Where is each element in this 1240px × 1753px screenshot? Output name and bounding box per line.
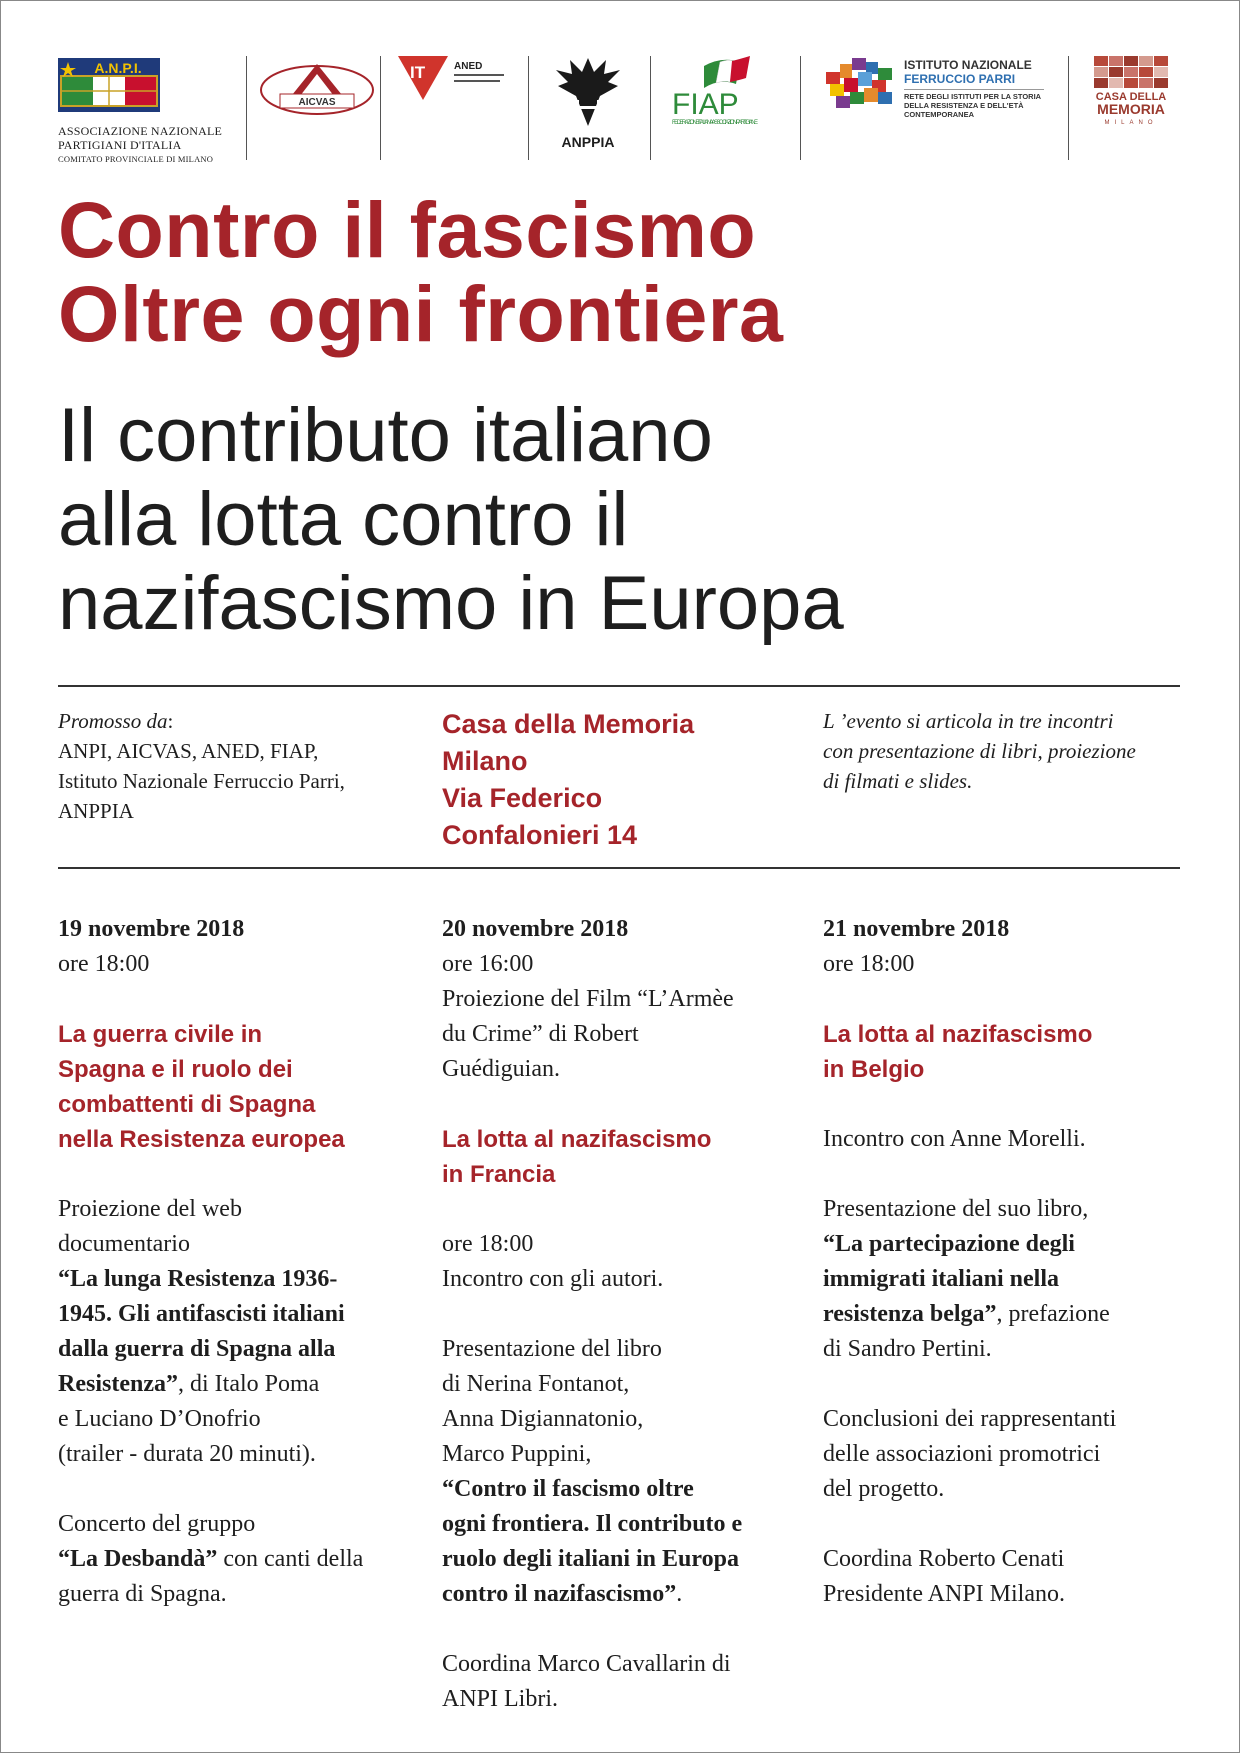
- day1-column: [58, 912, 423, 1612]
- fiap-subtitle: FEDERAZIONE ITALIANA ASSOCIAZIONI PARTIGIANE: [672, 120, 758, 126]
- day1-concert-line1: Concerto del gruppo: [58, 1511, 256, 1537]
- day3-book-line2: di Sandro Pertini.: [823, 1336, 992, 1362]
- day1-date: 19 novembre 2018: [58, 916, 245, 942]
- subtitle-line1: Il contributo italiano: [58, 393, 713, 478]
- venue-block: [442, 706, 782, 854]
- anpi-caption: [58, 124, 222, 166]
- event-description: [823, 706, 1183, 796]
- day1-authors-line: e Luciano D’Onofrio: [58, 1406, 261, 1432]
- logo-divider: [1068, 56, 1069, 160]
- anpi-caption-line2: PARTIGIANI D'ITALIA: [58, 138, 182, 152]
- subtitle-line3: nazifascismo in Europa: [58, 561, 844, 646]
- day3-conclusions-line2: delle associazioni promotrici: [823, 1441, 1101, 1467]
- logo-divider: [246, 56, 247, 160]
- day1-concert-line2: “La Desbandà” con canti della: [58, 1546, 364, 1572]
- day1-documentary-title-line1: “La lunga Resistenza 1936-: [58, 1266, 338, 1292]
- day3-conclusions-line3: del progetto.: [823, 1476, 945, 1502]
- bottom-divider: [58, 867, 1180, 869]
- day2-date: 20 novembre 2018: [442, 916, 629, 942]
- logo-divider: [650, 56, 651, 160]
- day3-title-line1: La lotta al nazifascismo: [823, 1021, 1093, 1048]
- casa-memoria-mosaic-icon: [1094, 56, 1180, 130]
- main-title-line1: Contro il fascismo: [58, 185, 757, 274]
- promoters-block: [58, 706, 418, 826]
- day3-coordinator-line1: Coordina Roberto Cenati: [823, 1546, 1065, 1572]
- day2-book-line2: di Nerina Fontanot,: [442, 1371, 630, 1397]
- day2-film-line2: du Crime” di Robert: [442, 1021, 639, 1047]
- day3-book-title-line1: “La partecipazione degli: [823, 1231, 1075, 1257]
- day3-coordinator-line2: Presidente ANPI Milano.: [823, 1581, 1065, 1607]
- main-title: [58, 185, 784, 358]
- day3-title-line2: in Belgio: [823, 1056, 925, 1083]
- day2-coordinator-line1: Coordina Marco Cavallarin di: [442, 1651, 731, 1677]
- logo-divider: [380, 56, 381, 160]
- day3-column: [823, 912, 1188, 1612]
- day3-meeting: Incontro con Anne Morelli.: [823, 1126, 1086, 1152]
- anpi-caption-line3: COMITATO PROVINCIALE DI MILANO: [58, 154, 214, 164]
- aned-triangle-icon: [398, 56, 508, 106]
- subtitle-line2: alla lotta contro il: [58, 477, 629, 562]
- venue-line2: Milano: [442, 746, 528, 776]
- day2-book-title-line2: ogni frontiera. Il contributo e: [442, 1511, 743, 1537]
- anppia-label: ANPPIA: [561, 134, 615, 150]
- day3-time: ore 18:00: [823, 951, 915, 977]
- venue-line1: Casa della Memoria: [442, 709, 695, 739]
- parri-subtitle-line3: CONTEMPORANEA: [904, 110, 975, 119]
- day1-projection-line1: Proiezione del web: [58, 1196, 242, 1222]
- day1-title-line4: nella Resistenza europea: [58, 1126, 345, 1153]
- event-description-line2: con presentazione di libri, proiezione: [823, 739, 1136, 763]
- aned-label: ANED: [454, 61, 483, 72]
- logo-divider: [528, 56, 529, 160]
- event-description-line1: L ’evento si articola in tre incontri: [823, 709, 1114, 733]
- day1-documentary-title-line2: 1945. Gli antifascisti italiani: [58, 1301, 345, 1327]
- promoters-line3: ANPPIA: [58, 799, 134, 823]
- logo-divider: [800, 56, 801, 160]
- day2-film-line1: Proiezione del Film “L’Armèe: [442, 986, 734, 1012]
- day1-title-line2: Spagna e il ruolo dei: [58, 1056, 293, 1083]
- day2-book-title-line3: ruolo degli italiani in Europa: [442, 1546, 739, 1572]
- day2-book-title-line4: contro il nazifascismo”.: [442, 1581, 683, 1607]
- day3-date: 21 novembre 2018: [823, 916, 1010, 942]
- main-title-line2: Oltre ogni frontiera: [58, 269, 784, 358]
- day2-film-line3: Guédiguian.: [442, 1056, 560, 1082]
- parri-title-line2: FERRUCCIO PARRI: [904, 72, 1016, 86]
- fiap-label: FIAP: [672, 88, 739, 121]
- day2-coordinator-line2: ANPI Libri.: [442, 1686, 558, 1712]
- parri-divider: [904, 89, 1044, 90]
- promoters-line1: ANPI, AICVAS, ANED, FIAP,: [58, 739, 319, 763]
- promoters-line2: Istituto Nazionale Ferruccio Parri,: [58, 769, 345, 793]
- parri-mosaic-icon: [826, 58, 898, 116]
- eagle-icon: [548, 56, 628, 128]
- parri-title-line1: ISTITUTO NAZIONALE: [904, 58, 1032, 72]
- casa-memoria-line1: CASA DELLA: [1095, 91, 1167, 103]
- subtitle: [58, 394, 844, 646]
- day2-meeting: Incontro con gli autori.: [442, 1266, 664, 1292]
- day1-documentary-title-line3: dalla guerra di Spagna alla: [58, 1336, 336, 1362]
- parri-subtitle: [904, 92, 1041, 119]
- aicvas-emblem-icon: [258, 56, 376, 116]
- day2-column: [442, 912, 807, 1717]
- promoters-label: Promosso da: [58, 709, 168, 733]
- day2-title-line1: La lotta al nazifascismo: [442, 1126, 712, 1153]
- day3-book-line1: Presentazione del suo libro,: [823, 1196, 1089, 1222]
- day1-title-line1: La guerra civile in: [58, 1021, 263, 1048]
- day1-projection-line2: documentario: [58, 1231, 190, 1257]
- day2-time: ore 16:00: [442, 951, 534, 977]
- day1-time: ore 18:00: [58, 951, 150, 977]
- day2-time2: ore 18:00: [442, 1231, 534, 1257]
- day1-concert-line3: guerra di Spagna.: [58, 1581, 227, 1607]
- parri-subtitle-line1: RETE DEGLI ISTITUTI PER LA STORIA: [904, 92, 1042, 101]
- aicvas-label: AICVAS: [298, 97, 336, 108]
- casa-memoria-line3: MILANO: [1104, 120, 1158, 126]
- top-divider: [58, 685, 1180, 687]
- venue-line4: Confalonieri 14: [442, 820, 638, 850]
- logo-bar: [58, 56, 1183, 166]
- anpi-flag-text: A.N.P.I.: [94, 60, 142, 76]
- event-description-line3: di filmati e slides.: [823, 769, 973, 793]
- day1-trailer-note: (trailer - durata 20 minuti).: [58, 1441, 316, 1467]
- casa-memoria-line2: MEMORIA: [1097, 101, 1165, 117]
- day3-book-title-line3: resistenza belga”, prefazione: [823, 1301, 1110, 1327]
- venue-line3: Via Federico: [442, 783, 603, 813]
- promoters-colon: :: [167, 709, 174, 733]
- day1-documentary-title-line4: Resistenza”, di Italo Poma: [58, 1371, 320, 1397]
- day3-book-title-line2: immigrati italiani nella: [823, 1266, 1059, 1292]
- day3-conclusions-line1: Conclusioni dei rappresentanti: [823, 1406, 1117, 1432]
- fiap-flag-icon: [670, 56, 760, 128]
- day2-title-line2: in Francia: [442, 1161, 556, 1188]
- day1-title-line3: combattenti di Spagna: [58, 1091, 316, 1118]
- anpi-caption-line1: ASSOCIAZIONE NAZIONALE: [58, 124, 223, 138]
- day2-book-line1: Presentazione del libro: [442, 1336, 662, 1362]
- parri-subtitle-line2: DELLA RESISTENZA E DELL'ETÀ: [904, 101, 1024, 110]
- day2-book-title-line1: “Contro il fascismo oltre: [442, 1476, 694, 1502]
- day2-book-line3: Anna Digiannatonio,: [442, 1406, 644, 1432]
- day2-book-line4: Marco Puppini,: [442, 1441, 592, 1467]
- aned-mark: IT: [410, 63, 426, 82]
- anpi-flag-icon: [58, 58, 160, 112]
